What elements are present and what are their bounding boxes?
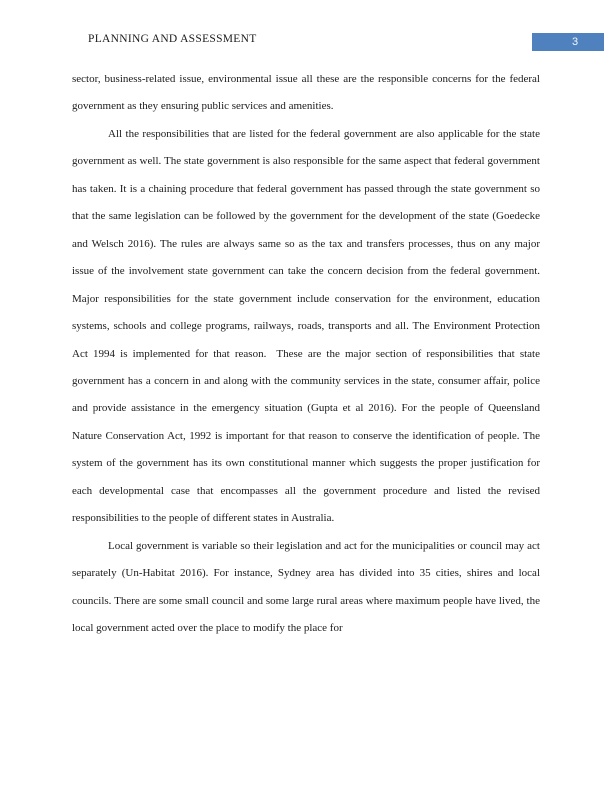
- document-body: [72, 66, 540, 643]
- running-head: PLANNING AND ASSESSMENT: [88, 33, 257, 45]
- body-paragraph: All the responsibilities that are listed for the federal government are also applicable for the state government as well. The state government is also responsible for the same aspect that federal government has taken. It is a chaining procedure that federal government has passed through the state government so that the same legislation can be followed by the government for the development of the state (Goedecke and Welsch 2016). The rules are always same so as the tax and transfers processes, thus on any major issue of the involvement state government can take the concern decision from the federal government. Major responsibilities for the state government include conservation for the environment, education systems, schools and college programs, railways, roads, transports and all. The Environment Protection Act 1994 is implemented for that reason. These are the major section of responsibilities that state government has a concern in and along with the community services in the state, consumer affair, police and provide assistance in the emergency situation (Gupta et al 2016). For the people of Queensland Nature Conservation Act, 1992 is important for that reason to conserve the identification of people. The system of the government has its own constitutional manner which suggests the proper justification for each developmental case that encompasses all the government procedure and listed the revised responsibilities to the people of different states in Australia.: [72, 127, 540, 525]
- body-paragraph: sector, business-related issue, environmental issue all these are the responsible concerns for the federal government as they ensuring public services and amenities.: [72, 73, 540, 113]
- page-number: 3: [571, 36, 579, 48]
- page-number-badge: [532, 33, 604, 51]
- body-paragraph: Local government is variable so their legislation and act for the municipalities or council may act separately (Un-Habitat 2016). For instance, Sydney area has divided into 35 cities, shires and local councils. There are some small council and some large rural areas where maximum people have lived, the local government acted over the place to modify the place for: [72, 539, 540, 635]
